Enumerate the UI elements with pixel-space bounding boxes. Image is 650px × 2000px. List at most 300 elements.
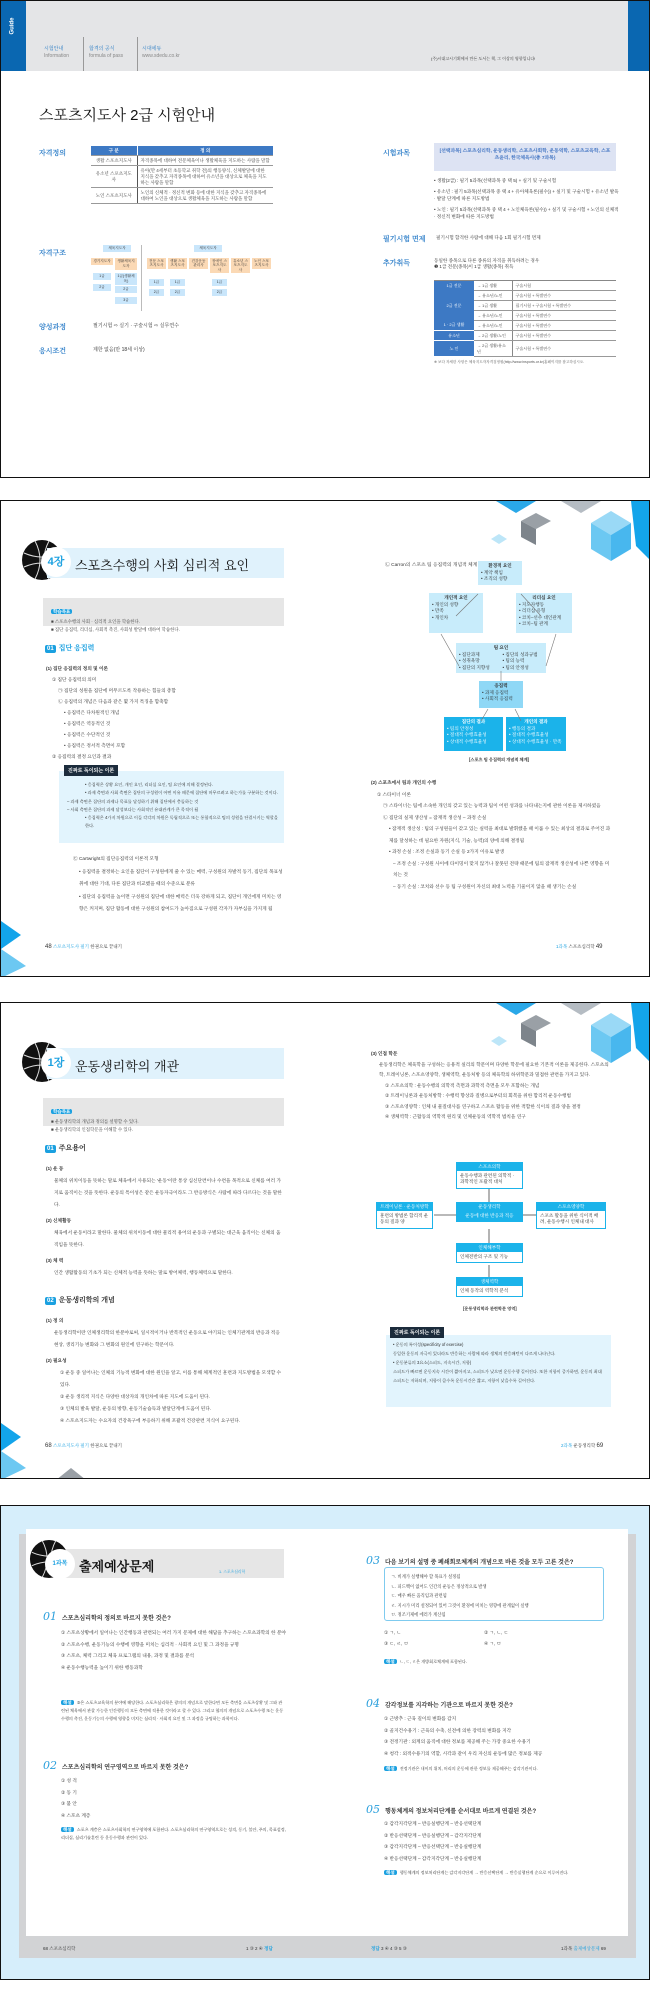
- tip-title: 진짜로 독이되는 이론: [64, 765, 118, 776]
- tip-line: • 과제 측면과 사회 측면은 집단의 구성원이 어떤 이유 때문에 집단에 머무르려고 하는가를 구분하는 것이다.: [85, 790, 278, 796]
- text-line: (1) 집단 응집력의 정의 및 이론: [46, 666, 109, 671]
- additional-line: ❶ 1급 전문(종목)이 1급 생활(종목) 취득: [434, 263, 514, 269]
- example-item: ㄴ. 피드백이 없어도 인간의 운동은 정상적으로 발생: [391, 1583, 487, 1589]
- adjacent-item: ④ 생체역학 : 근활동의 역학적 원리 및 인체운동의 역학적 법칙을 연구: [385, 1114, 526, 1119]
- page-number: 68: [45, 1443, 52, 1449]
- tip-lines: [393, 1340, 605, 1385]
- explanation-text: 스포츠 계층은 스포츠사회학의 연구영역에 포함된다. 스포츠심리학의 연구영역으로는 성격, 동기, 불안, 주의, 목표설정, 리더십, 심리기술훈련 등 운동수행과 관련이 있다.: [61, 1827, 286, 1840]
- box-body: 운동수행과 관련된 의학적 · 과학적인 포괄적 대처: [460, 1173, 515, 1185]
- page-footer-left: [45, 1443, 122, 1449]
- answers-right: [371, 1946, 407, 1952]
- box-heading: 생체역학: [457, 1278, 522, 1286]
- option: ① ㄱ, ㄴ: [384, 1630, 402, 1635]
- diagram-box-top: [456, 1162, 523, 1189]
- node: 노인 스포츠지도사: [252, 258, 271, 269]
- paragraph: 물체의 위치이동을 뜻하는 말로 체육에서 사용되는 '운동'이란 통상 심신단련이나 수련을 목적으로 신체를 여러 가지로 움직이는 것을 뜻한다. 운동의 특이성은 같은 운동자극이라도 그 반응방식은 사람에 따라 다르다는 것을 말한다.: [54, 1178, 282, 1207]
- text-line: • 응집력은 정서적 측면이 포함: [64, 743, 126, 748]
- option: ② 스포츠수행, 운동기능의 수행에 영향을 미치는 심리적 · 사회적 요인 및 그 과정을 규명: [61, 1641, 239, 1647]
- text-line: ㉡ 집단의 실제 생산성 = 잠재적 생산성 – 과정 손실: [383, 814, 487, 820]
- cell: 필기시험 + 구술시험 + 특별연수: [512, 301, 616, 311]
- section-title: 집단 응집력: [58, 645, 95, 652]
- need-item: ③ 인체의 발육 발달, 운동의 방향, 운동기술습득과 발달단계에 도움이 된다.: [60, 1406, 212, 1411]
- divider: [141, 245, 142, 311]
- book-name-rest: 한권으로 끝내기: [90, 1443, 122, 1448]
- chapter-number-text: 4장: [47, 556, 65, 568]
- box-body: 인체전반의 구조 및 기능: [460, 1254, 509, 1260]
- box-item: • 계약 책임: [481, 570, 503, 576]
- box-heading: 환경적 요인: [488, 563, 512, 568]
- box-item: • 코치–팀 관계: [519, 620, 548, 626]
- text-line: ① 집단 응집력의 의미: [52, 677, 97, 682]
- box-item: • 집단의 성과규범: [502, 652, 538, 658]
- book-name-rest: 한권으로 끝내기: [90, 944, 122, 949]
- question-text: 다음 보기의 설명 중 폐쇄회로체계의 개념으로 바른 것을 모두 고른 것은?: [385, 1560, 574, 1566]
- book-name: 스포츠지도사 필기: [52, 944, 89, 949]
- tip-line: – 사회 측면은 집단의 과제 달성보다는 사회적인 유대관계가 큰 목적이 됨: [67, 806, 199, 812]
- explanation: [384, 1765, 609, 1773]
- cell: 노 인: [434, 341, 474, 357]
- diagram-box-group_out: [444, 717, 503, 751]
- box-item: • 개인의 성향: [432, 602, 459, 608]
- guide-tab-label: Guide: [9, 17, 16, 35]
- need-item: ② 운동 생리적 지식은 다양한 대상자의 개인차에 따른 지도에 도움이 된다.: [60, 1394, 210, 1399]
- section-number: 02: [47, 1298, 54, 1304]
- cell: → 2급 생활/노인: [474, 331, 512, 341]
- text-line: (2) 스포츠에서 팀과 개인의 수행: [371, 780, 437, 785]
- question: [366, 1694, 624, 1712]
- subjects-box: [선택과목] 스포츠심리학, 운동생리학, 스포츠사회학, 운동역학, 스포츠교육학, 스포츠윤리, 한국체육사(총 7과목): [434, 143, 616, 171]
- right-tab: [628, 1, 650, 71]
- node: 생활 스포츠지도사: [168, 258, 187, 269]
- tip-line: • 응집력은 4가지 차원으로 이들 각각의 차원은 독립적으로 또는 통합적으로 팀의 성원을 단결시키는 역할을 한다.: [85, 815, 278, 829]
- question-text: 스포츠심리학의 연구영역으로 바르지 못한 것은?: [62, 1765, 189, 1771]
- chapter-number-text: 1장: [47, 1057, 65, 1069]
- goal-item: ■ 스포츠수행의 사회 · 심리적 요인을 학습한다.: [51, 619, 140, 624]
- col-header: 정 의: [137, 146, 273, 156]
- cell: [434, 311, 474, 321]
- subject-label: 2과목: [561, 1443, 573, 1448]
- option: ② 골지건수용기 : 근육의 수축, 신전에 의한 장력의 변화를 지각: [384, 1727, 512, 1733]
- definition-table: [91, 146, 273, 204]
- label-definition: 자격정의: [39, 150, 67, 157]
- decorative-cubes: [491, 501, 650, 569]
- box-body: 스포츠 활동을 위한 식이적 배려, 운동수행시 인체내 대사: [540, 1213, 599, 1225]
- cell: 유소년: [434, 331, 474, 341]
- box-items: [509, 726, 563, 745]
- quiz-number: [45, 1549, 75, 1579]
- header-sub: formula of pass: [89, 52, 124, 59]
- node: 1급: [170, 279, 185, 286]
- question: [43, 1756, 301, 1774]
- question-text: 감각정보를 지각하는 기관으로 바르지 못한 것은?: [385, 1703, 513, 1709]
- body-text: [46, 663, 284, 762]
- page-number: 69: [596, 1443, 604, 1449]
- chapter-number: [41, 547, 71, 577]
- eligibility-text: 제한 없음(만 18세 이상): [93, 347, 145, 353]
- explanation: [384, 1869, 609, 1877]
- cell: 구술시험 + 특별연수: [512, 311, 616, 321]
- option: ③ 불 안: [61, 1801, 77, 1806]
- page-footer-left: [45, 944, 122, 950]
- box-body: 운동에 대한 반응과 적응: [457, 1211, 522, 1221]
- subject-name: 스포츠심리학: [568, 944, 595, 949]
- question-number: 01: [43, 1610, 57, 1623]
- explanation: [61, 1826, 286, 1842]
- header-band: [1, 1, 650, 71]
- box-item: • 집단의 지향성: [459, 664, 490, 670]
- label-subjects: 시험과목: [383, 150, 411, 157]
- subheading: (3) 체 력: [46, 1258, 64, 1263]
- cell: 1 · 2급 생활: [434, 321, 474, 331]
- box-item: • 집단과제: [459, 652, 480, 658]
- footer-right: [561, 1946, 606, 1952]
- table-row: [434, 311, 616, 321]
- cell: 구술시험 + 특별연수: [512, 321, 616, 331]
- explanation-tag: 해설: [63, 1700, 72, 1705]
- option: ④ 반응선택단계 – 감각지각단계 – 반응실행단계: [384, 1855, 482, 1861]
- cell: 2급 전문: [434, 301, 474, 311]
- explanation-tag: 해설: [386, 1870, 395, 1875]
- text-line: – 동기 손실 : 코치와 선수 등 팀 구성원이 자신의 최대 노력을 기울이지 않을 때 생기는 손실: [393, 883, 577, 889]
- box-item: • 성취욕망: [459, 658, 480, 664]
- option: ② ㄱ, ㄴ, ㄷ: [484, 1630, 509, 1635]
- options: [384, 1713, 609, 1759]
- table-row: [434, 301, 616, 311]
- page-number: 49: [595, 944, 603, 950]
- quiz-title: 출제예상문제: [79, 1559, 155, 1574]
- cell: 구술시험 + 특별연수: [512, 341, 616, 357]
- page-number: 48: [45, 944, 52, 950]
- section-number: 01: [47, 1146, 54, 1152]
- box-item: • 팀의 능력: [502, 658, 525, 664]
- explanation-tag: 해설: [386, 1766, 395, 1771]
- adjacent-item: ③ 스포츠영양학 : 인체 내 물질대사를 연구하고 스포츠 활동을 위한 적합한 식이의 질과 양을 결정: [385, 1103, 581, 1109]
- explanation: [61, 1699, 286, 1723]
- cell: 자격종목에 대하여 전문체육이나 생활체육을 지도하는 사람을 말함: [137, 156, 273, 166]
- question-text: 스포츠심리학의 정의로 바르지 못한 것은?: [62, 1616, 171, 1622]
- box-heading: 운동생리학: [457, 1203, 522, 1211]
- adjacent-item: ② 트레이닝론과 운동처방학 : 수행력 향상과 질병으로부터의 회복을 위한 합리적 운동수행법: [385, 1093, 572, 1098]
- text-line: ㉠ 스타이너는 팀에 소속한 개인의 갖고 있는 능력과 팀이 어떤 성과를 나타내는지에 관한 이론을 제시하였음: [383, 803, 601, 808]
- cell: → 유소년/노인: [474, 321, 512, 331]
- explanation-tag: 해설: [386, 1659, 395, 1664]
- box-item: • 팀의 안정성: [447, 726, 474, 732]
- tip-line: 스피드가 빠르면 운동지속 시간이 짧아지고, 스피드가 낮으면 운동수행 길어진다. 또한 저항이 증가하면, 운동의 최대스피드는 저하되며, 저항이 클수록 운동시간은 짧고, 저항이 낮을수록 길어진다.: [393, 1369, 602, 1383]
- subject-bullet: • 유소년 : 필기 5과목(선택과목 중 택 4 + 유아체육론(필수)) + 실기 및 구술시험 + 유소년 발육 · 발달 단계에 따른 지도방법: [434, 189, 619, 201]
- box-item: • 절대적 수행효율성: [447, 732, 487, 738]
- tip-lines: [67, 781, 279, 831]
- subheading: (2) 필요성: [46, 1358, 67, 1363]
- header-sub: www.sdedu.co.kr: [142, 52, 180, 59]
- header-title: 시험안내: [44, 46, 64, 52]
- option: ① 성 격: [61, 1778, 77, 1783]
- box-item: • 과제 응집력: [482, 690, 509, 696]
- box-item: • 리더십 유형: [519, 608, 546, 614]
- text-line: ② 응집력의 결정 요인과 결과: [52, 754, 112, 759]
- answers-label: 정답: [371, 1946, 380, 1951]
- text-line: • 응집력은 역동적인 것: [64, 721, 111, 726]
- section-heading: [45, 1143, 86, 1153]
- box-items: [447, 726, 500, 745]
- example-item: ㄷ. 매우 빠른 움직임과 관련됨: [391, 1593, 447, 1599]
- diagram-caption-bottom: [운동생리학과 관련학문 영역]: [463, 1306, 517, 1311]
- options: [384, 1818, 609, 1864]
- page-title: 스포츠지도사 2급 시험안내: [39, 107, 216, 124]
- node: 1급(생활체육): [115, 273, 137, 285]
- diagram-connectors: [371, 1187, 611, 1282]
- cell: → 2급 생활/유소년: [474, 341, 512, 357]
- node: 3급: [115, 297, 137, 304]
- diagram-box-indiv_out: [506, 717, 566, 751]
- option: ④ 청각 : 외적수용기의 역할, 시각과 같이 우리 자신의 운동에 많은 정보를 제공: [384, 1750, 543, 1756]
- goal-item: ■ 운동생리학의 인접학문을 이해할 수 있다.: [51, 1127, 134, 1133]
- cell: 생활 스포츠지도사: [91, 156, 137, 166]
- header-item: [44, 46, 69, 59]
- node: 건강운동 관리사: [189, 258, 208, 269]
- cell: 유소년 스포츠지도사: [91, 166, 137, 188]
- table-row: [434, 321, 616, 331]
- box-item: • 만족: [432, 608, 444, 614]
- node: 2급: [149, 289, 164, 296]
- cell: [434, 291, 474, 301]
- section-heading: [45, 643, 94, 653]
- goal-item: ■ 집단 응집력, 리더십, 사회적 촉진, 사회성 발달에 대하여 학습한다.: [51, 627, 180, 633]
- goals-box: [43, 1098, 284, 1133]
- divider: [137, 37, 138, 71]
- question-number: 05: [366, 1803, 380, 1816]
- book-name: 스포츠지도사 필기: [52, 1443, 89, 1448]
- option: ① 근방추 : 근육 길이의 변화를 감지: [384, 1716, 457, 1721]
- cell: 노인 스포츠지도사: [91, 188, 137, 204]
- section-number: 01: [47, 646, 54, 652]
- text-line: • 응집력을 결정하는 요인을 집단이 구성원에게 줄 수 있는 매력, 구성원의 자발적 동기, 집단의 목표성취에 대한 기대, 다른 집단과 비교했을 때의 수준으로 분류: [79, 868, 283, 886]
- example-item: ㄹ. 지시가 미리 설정되어 있어 그것이 환경에 미치는 영향에 관계없이 실행: [391, 1602, 529, 1608]
- cell: 구술시험 + 특별연수: [512, 291, 616, 301]
- explanation-text: ㄴ, ㄷ, ㄹ은 개방회로체계에 포함된다.: [399, 1659, 467, 1664]
- option: ③ 전정기관 : 외계의 움직에 대한 정보를 제공해 주는 가장 중요한 수용기: [384, 1739, 531, 1744]
- subheading: (1) 운 동: [46, 1166, 64, 1171]
- question-number: 02: [43, 1759, 57, 1772]
- quiz-number-text: 1과목: [52, 1561, 68, 1567]
- goal-item: ■ 운동생리학의 개념과 정의를 설명할 수 있다.: [51, 1119, 139, 1124]
- example-item: ㄱ. 비계가 실행해야 할 목표가 설정됨: [391, 1574, 461, 1579]
- box-body: 훈련의 방법론 합리적 운동의 질과 양: [380, 1213, 429, 1225]
- explanation-text: 전정기관은 내이의 위치, 머리의 운동에 관한 정보를 제공해주는 감각기관이다.: [399, 1766, 538, 1771]
- node: 체육지도자: [194, 245, 222, 252]
- page-number: 69: [600, 1946, 606, 1951]
- node: 1급: [93, 273, 111, 280]
- cell: 노인의 신체적 · 정신적 변화 등에 대한 지식을 갖추고 자격종목에 대하여 노인을 대상으로 생활체육을 지도하는 사람을 말함: [137, 188, 273, 204]
- paragraph: 운동생리학이란 인체생리학의 한분야로써, 일시적이거나 반복적인 운동으로 야기되는 인체기관계의 반응과 적응현상, 생리기능 변화와 그 변화의 원인에 연구하는 학문이다.: [54, 1330, 280, 1347]
- box-heading: 응집력: [494, 683, 508, 688]
- subheading: (1) 정 의: [46, 1318, 64, 1323]
- table-row: [434, 281, 616, 291]
- node: 1급: [149, 279, 164, 286]
- diagram-caption-bottom: [스포츠 팀 응집력의 개념적 체계]: [469, 757, 530, 762]
- text-line: • 과정 손실 : 조정 손실과 동기 손실 등 2가지 이유로 발생: [389, 849, 504, 854]
- tip-line: – 과제 측면은 집단의 과제나 목표를 달성하기 위해 집단에서 충돌하는 것: [67, 798, 199, 804]
- exemption-text: 필기시험 합격한 사람에 대해 다음 1회 필기시험 면제: [436, 235, 541, 240]
- options: [61, 1775, 286, 1821]
- tip-title: 진짜로 독이되는 이론: [390, 1327, 444, 1338]
- box-heading: 집단의 결과: [461, 719, 486, 724]
- cell: → 1급 생활: [474, 281, 512, 291]
- need-item: ① 운동 중 일어나는 인체의 기능적 변화에 대한 원인을 알고, 이를 통해 체계적인 훈련과 지도방법을 모색할 수 있다.: [60, 1370, 282, 1387]
- node: 생활체육지도자: [115, 258, 137, 270]
- paragraph: 체육에서 운동이라고 말한다. 물체의 위치이동에 대한 물리적 용어의 운동과 구별되는 대근육 움직이는 신체의 움직임을 뜻한다.: [54, 1230, 281, 1247]
- answers: 3 ④ 4 ③ 5 ③: [380, 1946, 407, 1951]
- quiz-tag: 1. 스포츠심리학: [219, 1570, 246, 1574]
- subject-bullet: • 생활(2급) : 필기 5과목(선택과목 중 택 5) + 실기 및 구술시험: [434, 178, 557, 183]
- chapter-number: [41, 1048, 71, 1078]
- text-line: ㉢ Cartwright의 집단응집력의 이론적 모형: [73, 856, 159, 861]
- divider: [83, 37, 84, 71]
- page-footer-right: [556, 944, 603, 950]
- cell: 구술시험: [512, 281, 616, 291]
- additional-line: 동일한 종목으로 다른 종류의 자격을 취득하려는 경우: [434, 258, 540, 263]
- goals-tag: 학습목표: [53, 1109, 71, 1114]
- tip-line: 동일한 운동의 자극이 있더라도 반응하는 사람에 따라 생체의 반응패턴이 다르게 나타난다.: [393, 1351, 556, 1356]
- node: 2급: [212, 289, 227, 296]
- quiz-spread: [0, 1505, 650, 1980]
- header-sub: Information: [44, 52, 70, 59]
- node: 유소년 스포츠지도사: [231, 258, 250, 273]
- explanation-text: 행동체계의 정보처리단계는 감각지각단계 → 반응선택단계 → 반응실행단계 순으로 이루어진다.: [399, 1870, 569, 1875]
- subject-name: 출제예상문제: [573, 1946, 600, 1951]
- header-title: 시대에듀: [142, 46, 162, 52]
- decorative-cubes: [1, 921, 31, 977]
- text-line: ㉠ 집단의 성원을 집단에 머무르도록 작용하는 힘들의 총합: [58, 688, 176, 693]
- terms-list: [46, 1163, 284, 1279]
- text-line: • 잠재적 생산성 : 팀의 구성원들이 갖고 있는 실력을 최대로 발휘했을 때 이룰 수 있는 최상의 결과로 주어진 과제를 달성하는 데 필요한 자원(지식, 기술, 능력)의 양에 의해 결정됨: [389, 826, 611, 843]
- diagram-arrows: [421, 576, 581, 721]
- footnote: ※ 보다 자세한 사항은 체육지도자자격검정원(http://www.insports.or.kr)홈페이지를 참고하십시오.: [434, 360, 585, 364]
- goals-tag: 학습목표: [53, 609, 71, 614]
- slogan: (주)시대고시기획에서 만든 도서는 책, 그 이상의 영향입니다!: [431, 56, 536, 61]
- label-structure: 자격구조: [39, 250, 67, 257]
- question: [43, 1607, 301, 1625]
- additional-text: [434, 258, 539, 270]
- answers-label: 정답: [264, 1946, 273, 1951]
- box-body: 인체 동작의 역학적 분석: [460, 1288, 509, 1294]
- option: ④ ㄱ, ㅁ: [484, 1641, 502, 1646]
- question-number: 04: [366, 1697, 380, 1710]
- subjects-bullets: [434, 177, 619, 224]
- box-heading: 스포츠영양학: [537, 1203, 605, 1211]
- tip-line: • 운동의 특이성(specificity of exercise): [393, 1342, 464, 1347]
- node: 장애인 스포츠지도사: [210, 258, 229, 273]
- box-heading: 인체해부학: [457, 1244, 522, 1252]
- node: 2급: [115, 286, 137, 293]
- cell: 구술시험 + 특별연수: [512, 331, 616, 341]
- page-footer-right: [561, 1443, 603, 1449]
- text-line: – 조정 손실 : 구성원 사이에 타이밍이 맞지 않거나 잘못된 전략 때문에 팀의 잠재적 생산성에 나쁜 영향을 미치는 것: [393, 860, 610, 877]
- box-heading: 개인의 결과: [524, 719, 548, 724]
- subject-bullet: • 노인 : 필기 5과목(선택과목 중 택 4 + 노인체육론(필수)) + 실기 및 구술시험 + 노인의 신체적 · 정신적 변화에 따른 지도방법: [434, 207, 619, 219]
- table-row: [434, 291, 616, 301]
- node: 체육지도자: [103, 245, 131, 252]
- paragraph: 인간 생활활동의 기초가 되는 신체적 능력을 뜻하는 말로 방어체력, 행동체력으로 말한다.: [54, 1270, 233, 1275]
- box-heading: 팀 요인: [493, 645, 509, 650]
- cell: → 유소년/노인: [474, 311, 512, 321]
- example-box: [384, 1567, 604, 1621]
- label-additional: 추가취득: [383, 260, 411, 267]
- structure-chart: [89, 245, 274, 311]
- box-heading: 리더십 요인: [532, 595, 556, 600]
- explanation-text: ③은 스포츠교육학의 분야에 해당한다. 스포츠심리학은 광의의 개념으로 말한다면 모든 측면을 스포츠상황 및 그와 관련된 체육에서 관찰 가능한 인간행동의 모든 측면에 적용한 것이라고 할 수 있다. 그리고 협의의 개념으로 스포츠수행 또는 운동수행의 촉진, 운동기능의 수행에 영향을 미치는 심리적 · 사회적 요인 및 그 과정을 규명하는 과학이다.: [61, 1700, 284, 1721]
- option: ③ ㄷ, ㄹ, ㅁ: [384, 1641, 409, 1646]
- header-title: 합격의 공식: [89, 46, 115, 52]
- option: ① 스포츠상황에서 일어나는 인간행동과 관련되는 여러 가지 문제에 대한 해답을 추구하는 스포츠과학의 한 분야: [61, 1630, 286, 1635]
- goals-box: [43, 598, 284, 633]
- question-text: 행동체계의 정보처리단계를 순서대로 바르게 연결된 것은?: [385, 1809, 537, 1815]
- answers: 1 ③ 2 ④: [246, 1946, 263, 1951]
- text-line: • 응집력은 다차원적인 개념: [64, 710, 120, 715]
- box-heading: 개인적 요인: [444, 595, 468, 600]
- label-exemption: 필기시험 면제: [383, 236, 426, 243]
- body-text: [61, 853, 284, 916]
- label-training: 양성과정: [39, 324, 67, 331]
- chapter-title: 스포츠수행의 사회 심리적 요인: [75, 558, 250, 573]
- box-item: • 절대적 수행효율성: [509, 732, 549, 738]
- option: ① 감각지각단계 – 반응실행단계 – 반응선택단계: [384, 1821, 482, 1826]
- paragraph: 운동생리학은 체육학을 구성하는 응용적 실리의 학문이며 다양한 학문에 필요한 기본적 이론을 제공한다. 스포츠의학, 트레이닝론, 스포츠영양학, 생체역학, 운동처방 등의 체육학의 하위학문과 밀접한 관련을 가지고 있다.: [379, 1061, 609, 1077]
- box-item: • 지도자행동: [519, 602, 545, 608]
- explanation: [384, 1658, 609, 1666]
- cell: 1급 전문: [434, 281, 474, 291]
- box-item: • 사회적 응집력: [482, 696, 513, 702]
- training-text: 필기시험 ⇨ 실기 · 구술시험 ⇨ 실무연수: [93, 323, 180, 329]
- table-row: [434, 331, 616, 341]
- option: ③ 스포츠, 체력 그리고 체육 프로그램의 내용, 과정 및 결과를 분석: [61, 1653, 195, 1658]
- box-heading: 트레이닝론 · 운동처방학: [377, 1203, 432, 1211]
- section-title: 주요용어: [58, 1145, 86, 1152]
- tip-line: • 응집력은 상황 요인, 개인 요인, 리더십 요인, 팀 요인에 의해 결정된다.: [85, 782, 214, 787]
- example-item: ㅁ. 정조기제에 에러가 계산됨: [391, 1612, 446, 1618]
- need-item: ④ 스포츠지도자는 수요자의 건강욕구에 부응하기 위해 포괄적 건강관련 지식이 요구된다.: [60, 1418, 241, 1423]
- options: [61, 1627, 286, 1673]
- adjacent-block: [371, 1049, 611, 1123]
- node: 2급: [170, 289, 185, 296]
- box-item: • 상대적 수행효율성: [447, 738, 487, 744]
- decorative-cubes: [1, 1423, 91, 1479]
- question-number: 03: [366, 1554, 380, 1567]
- box-item: • 개인차: [432, 614, 449, 620]
- adjacent-item: ① 스포츠의학 : 운동수행의 의학적 측면과 과학적 측면을 모두 포함하는 개념: [385, 1082, 540, 1088]
- text-line: • 응집력은 수단적인 것: [64, 732, 111, 737]
- node: 1급: [212, 279, 227, 286]
- chapter-title: 운동생리학의 개관: [75, 1059, 180, 1074]
- option: ② 동 기: [61, 1789, 77, 1795]
- text-line: • 집단의 응집력을 높이면 구성원의 집단에 대한 매력은 더욱 강하게 되고, 집단이 개인에게 미치는 영향은 커지며, 집단 활동에 대한 구성원의 참여도가 높아짐으로 구성원 각자가 자부심을 가지게 됨: [79, 893, 282, 911]
- node: 경기지도자: [91, 258, 113, 265]
- header-item: [142, 46, 180, 59]
- body-text: [371, 777, 611, 892]
- section-title: 운동생리학의 개념: [58, 1297, 115, 1304]
- subheading: (2) 신체활동: [46, 1218, 72, 1223]
- box-item: • 코치–선수 대인관계: [519, 614, 562, 620]
- subheading: (3) 인접 학문: [371, 1051, 398, 1056]
- diagram-caption: ㉡ Carron의 스포츠 팀 응집력의 개념적 체계: [385, 563, 478, 568]
- cell: → 유소년/노인: [474, 291, 512, 301]
- cell: 유아(만 4세부터 초등학교 취학 전)의 행동양식, 신체발달에 대한 지식을 갖추고 자격종목에 대하여 유소년을 대상으로 체육을 지도하는 사람을 말함: [137, 166, 273, 188]
- option: ② 반응선택단계 – 반응실행단계 – 감각지각단계: [384, 1832, 482, 1838]
- box-item: • 행동의 결과: [509, 726, 536, 732]
- guide-spread: [0, 0, 650, 478]
- option: ④ 운동수행능력을 높이기 위한 행동과학: [61, 1664, 143, 1670]
- text-line: ㉡ 응집력의 개념은 다음과 같은 몇 가지 특징을 함축함: [58, 699, 169, 704]
- node: 전문 스포츠지도사: [147, 258, 166, 269]
